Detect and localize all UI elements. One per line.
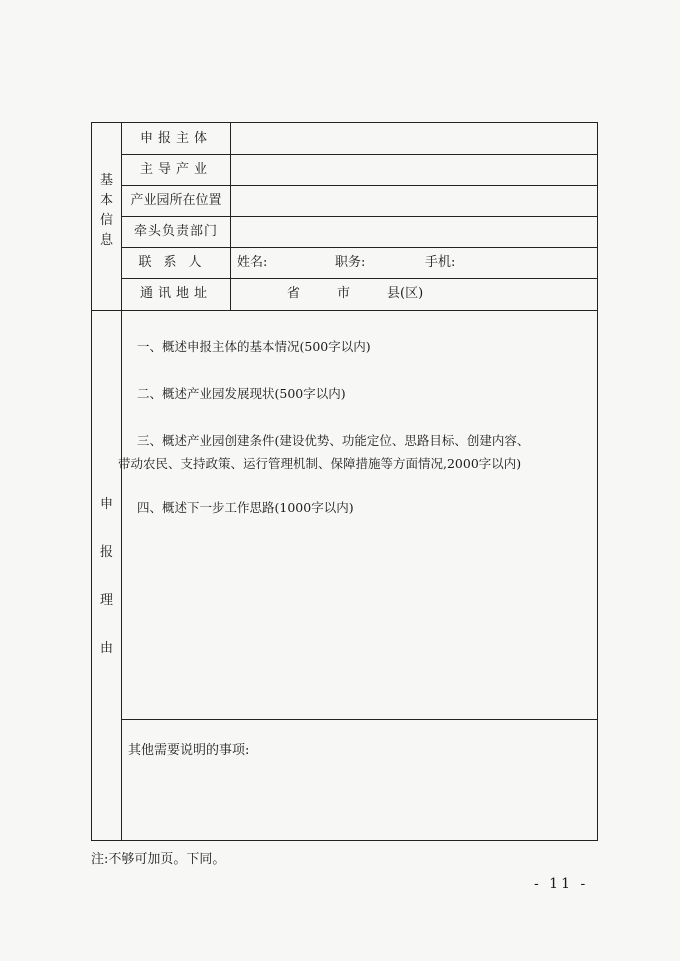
applicant-field[interactable]	[232, 123, 597, 154]
address-city: 市	[337, 286, 351, 301]
address-field[interactable]	[232, 278, 597, 309]
reason-item-4: 四、概述下一步工作思路(1000字以内)	[137, 500, 354, 515]
applicant-label: 申报主体	[139, 131, 212, 146]
lead-department-field[interactable]	[232, 216, 597, 247]
reason-item-3-cont: 带动农民、支持政策、运行管理机制、保障措施等方面情况,2000字以内)	[118, 456, 522, 471]
basic-info-section-label: 基 本 信 息	[99, 173, 114, 248]
contact-name-label: 姓名:	[237, 255, 268, 270]
park-location-field[interactable]	[232, 185, 597, 216]
park-location-label: 产业园所在位置	[130, 193, 222, 208]
reason-item-1: 一、概述申报主体的基本情况(500字以内)	[137, 339, 371, 354]
footnote: 注:不够可加页。下同。	[91, 852, 226, 867]
other-notes-label: 其他需要说明的事项:	[128, 743, 250, 758]
mailing-address-label: 通讯地址	[139, 286, 212, 301]
lead-department-label: 牵头负责部门	[133, 224, 218, 239]
page-number: - 11 -	[534, 876, 589, 892]
reason-item-3: 三、概述产业园创建条件(建设优势、功能定位、思路目标、创建内容、	[137, 433, 530, 448]
leading-industry-field[interactable]	[232, 154, 597, 185]
contact-phone-label: 手机:	[425, 255, 456, 270]
contact-field[interactable]	[232, 247, 597, 278]
reason-section-label: 申 报 理 由	[99, 497, 114, 656]
leading-industry-label: 主导产业	[139, 162, 212, 177]
contact-position-label: 职务:	[335, 255, 366, 270]
application-form-table	[91, 122, 598, 841]
address-county: 县(区)	[387, 286, 424, 301]
section-divider	[92, 310, 597, 311]
contact-person-label: 联系人	[138, 255, 214, 270]
reason-item-2: 二、概述产业园发展现状(500字以内)	[137, 386, 346, 401]
other-note-divider	[122, 719, 597, 720]
address-province: 省	[287, 286, 301, 301]
